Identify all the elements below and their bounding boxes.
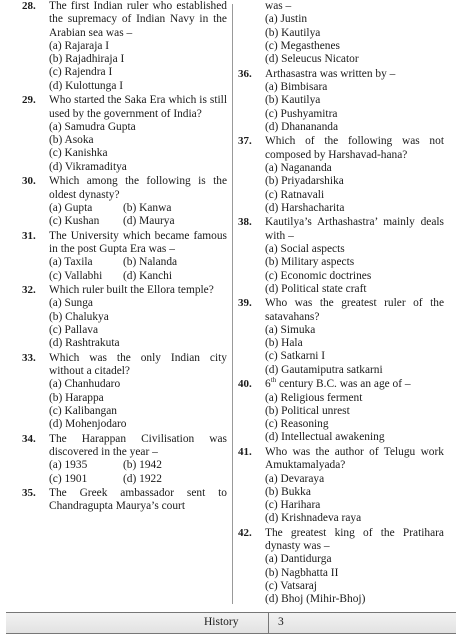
option-b: (b) Political unrest [265, 404, 350, 417]
question-text: The first Indian ruler who established the supremacy of Indian Navy in the Arabian sea was – [49, 0, 227, 39]
option-d: (d) Vikramaditya [49, 160, 127, 173]
option-c: (c) Satkarni I [265, 350, 326, 363]
option-b: (b) Nagbhatta II [265, 566, 339, 579]
page-number: 3 [278, 616, 284, 628]
option-a: (a) Religious ferment [265, 391, 363, 404]
question-35 [22, 487, 227, 514]
option-c: (c) Kushan [49, 215, 100, 228]
option-a: (a) Simuka [265, 323, 316, 336]
question-text: Which of the following was not composed by Harshavad-hana? [265, 135, 444, 161]
option-d: (d) Dhanananda [265, 120, 339, 133]
question-text: Arthasastra was written by – [265, 67, 396, 80]
option-a: (a) Devaraya [265, 472, 325, 485]
option-d: (d) Kulottunga I [49, 79, 124, 92]
right-column [238, 0, 444, 608]
question-text: The Greek ambassador sent to Chandragupta Maurya’s court [49, 487, 227, 513]
question-number: 32. [22, 283, 36, 296]
option-c: (c) Harihara [265, 499, 321, 512]
option-a: (a) Dantidurga [265, 553, 332, 566]
option-b: (b) Asoka [49, 134, 94, 147]
option-d: (d) Maurya [123, 215, 175, 228]
question-42 [238, 527, 444, 607]
option-a: (a) 1935 [49, 459, 88, 472]
question-text: was – [265, 0, 292, 12]
column-divider [232, 4, 233, 604]
question-text: Which was the only Indian city without a citadel? [49, 351, 227, 377]
options-row [49, 215, 227, 228]
option-d: (d) Political state craft [265, 282, 367, 295]
question-number: 28. [22, 0, 36, 12]
question-31 [22, 230, 227, 283]
option-c: (c) Reasoning [265, 418, 329, 431]
question-38 [238, 216, 444, 296]
options-row [49, 256, 227, 269]
question-33 [22, 352, 227, 432]
question-number: 36. [238, 67, 252, 80]
option-b: (b) Kautilya [265, 26, 321, 39]
page-footer [6, 612, 456, 634]
option-a: (a) Social aspects [265, 242, 345, 255]
question-40 [238, 378, 444, 444]
question-number: 30. [22, 175, 36, 188]
question-41 [238, 446, 444, 526]
option-a: (a) Gupta [49, 201, 93, 214]
option-d: (d) Krishnadeva raya [265, 512, 362, 525]
option-d: (d) Rashtrakuta [49, 337, 120, 350]
option-d: (d) Intellectual awakening [265, 431, 385, 444]
option-a: (a) Justin [265, 13, 308, 26]
option-c: (c) Ratnavali [265, 188, 325, 201]
option-c: (c) Rajendra I [49, 66, 113, 79]
option-a: (a) Nagananda [265, 161, 332, 174]
option-b: (b) Hala [265, 337, 303, 350]
question-text: The Harappan Civilisation was discovered in the year – [49, 432, 227, 458]
question-number: 29. [22, 94, 36, 107]
options-row [49, 473, 227, 486]
option-b: (b) Harappa [49, 391, 104, 404]
option-b: (b) Military aspects [265, 256, 355, 269]
option-c: (c) Pallava [49, 323, 99, 336]
question-text: The greatest king of the Pratihara dynasty was – [265, 526, 444, 553]
question-text: Who was the greatest ruler of the satavahans? [265, 297, 444, 323]
option-c: (c) Kanishka [49, 147, 108, 160]
question-28 [22, 0, 227, 93]
option-b: (b) Kautilya [265, 94, 321, 107]
century-number: 6 [265, 378, 271, 391]
option-d: (d) 1922 [123, 472, 162, 485]
options-row [49, 459, 227, 472]
question-29 [22, 94, 227, 174]
question-number: 38. [238, 216, 252, 229]
option-a: (a) Bimbisara [265, 80, 328, 93]
question-30 [22, 175, 227, 228]
option-c: (c) Economic doctrines [265, 269, 372, 282]
question-text: Who started the Saka Era which is still used by the government of India? [49, 94, 227, 120]
option-c: (c) 1901 [49, 472, 88, 485]
ordinal-suffix: th [270, 376, 277, 385]
question-text [265, 378, 444, 391]
question-number: 37. [238, 135, 252, 148]
option-d: (d) Gautamiputra satkarni [265, 363, 383, 376]
option-d: (d) Harshacharita [265, 201, 345, 214]
question-39 [238, 297, 444, 377]
option-c: (c) Kalibangan [49, 404, 117, 417]
option-b: (b) 1942 [123, 459, 162, 472]
question-number: 31. [22, 229, 36, 242]
question-text: Who was the author of Telugu work Amuktamalyada? [265, 445, 444, 472]
question-36 [238, 68, 444, 134]
question-number: 34. [22, 432, 36, 445]
option-a: (a) Taxila [49, 256, 93, 269]
question-text: Which among the following is the oldest dynasty? [49, 175, 227, 201]
option-a: (a) Samudra Gupta [49, 120, 136, 133]
option-d: (d) Kanchi [123, 269, 173, 282]
question-text-rest: century B.C. was an age of – [276, 378, 411, 391]
option-a: (a) Sunga [49, 297, 93, 310]
question-number: 42. [238, 526, 252, 539]
question-number: 35. [22, 487, 36, 499]
question-32 [22, 284, 227, 350]
options-row [49, 202, 227, 215]
option-d: (d) Seleucus Nicator [265, 53, 359, 66]
option-c: (c) Pushyamitra [265, 107, 338, 120]
left-column [22, 0, 227, 515]
question-37 [238, 135, 444, 215]
question-34 [22, 433, 227, 486]
question-35-continued [238, 0, 444, 66]
option-c: (c) Vallabhi [49, 269, 103, 282]
options-row [49, 270, 227, 283]
question-number: 41. [238, 445, 252, 458]
question-text: Which ruler built the Ellora temple? [49, 283, 214, 296]
option-c: (c) Vatsaraj [265, 580, 317, 593]
option-d: (d) Mohenjodaro [49, 418, 127, 431]
option-b: (b) Kanwa [123, 201, 172, 214]
footer-separator [268, 613, 269, 633]
footer-subject: History [204, 616, 239, 628]
option-b: (b) Bukka [265, 485, 311, 498]
option-c: (c) Megasthenes [265, 39, 340, 52]
question-number: 39. [238, 297, 252, 310]
option-b: (b) Chalukya [49, 310, 109, 323]
option-b: (b) Nalanda [123, 256, 178, 269]
option-b: (b) Priyadarshika [265, 175, 344, 188]
question-text: The University which became famous in the post Gupta Era was – [49, 229, 227, 255]
question-text: Kautilya’s Arthashastra’ mainly deals with – [265, 216, 444, 242]
option-d: (d) Bhoj (Mihir-Bhoj) [265, 593, 366, 606]
option-a: (a) Rajaraja I [49, 39, 110, 52]
question-number: 40. [238, 378, 252, 391]
option-b: (b) Rajadhiraja I [49, 53, 125, 66]
option-a: (a) Chanhudaro [49, 378, 121, 391]
question-number: 33. [22, 351, 36, 364]
